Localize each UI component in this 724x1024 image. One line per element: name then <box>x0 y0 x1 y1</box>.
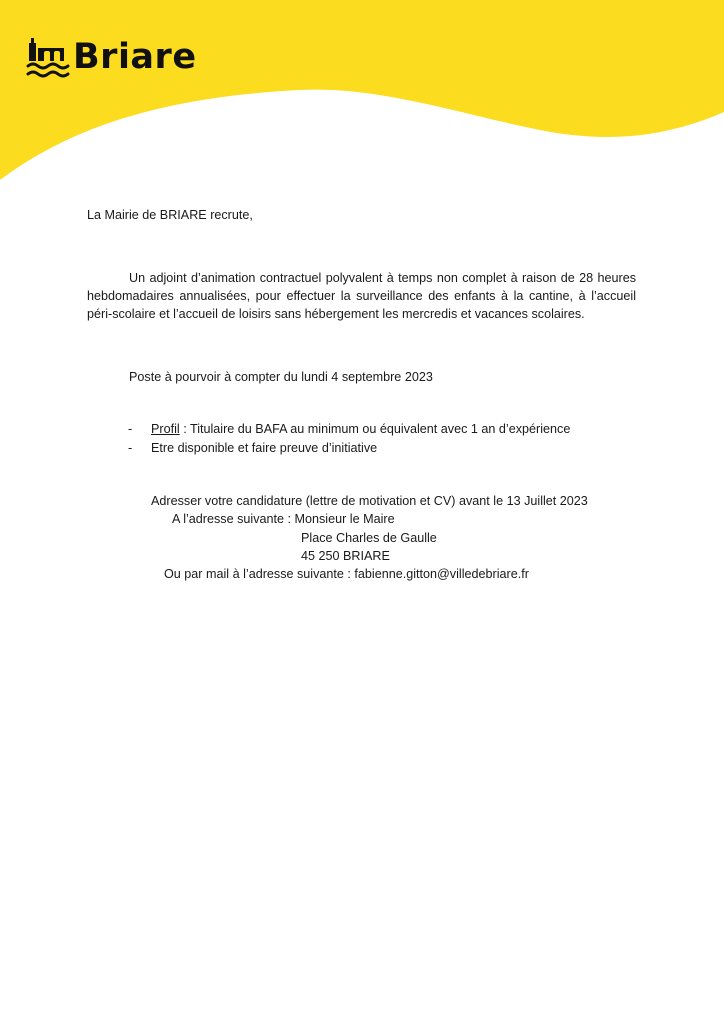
start-date: Poste à pourvoir à compter du lundi 4 septembre 2023 <box>129 370 433 384</box>
address-city: 45 250 BRIARE <box>301 549 390 563</box>
list-item <box>128 420 570 439</box>
address-street: Place Charles de Gaulle <box>301 531 437 545</box>
brand-name: Briare <box>73 37 197 77</box>
briare-logo-icon <box>26 34 70 80</box>
email-line: Ou par mail à l’adresse suivante : fabienne.gitton@villedebriare.fr <box>164 567 529 581</box>
greeting: La Mairie de BRIARE recrute, <box>87 208 253 222</box>
application-deadline: Adresser votre candidature (lettre de motivation et CV) avant le 13 Juillet 2023 <box>151 494 588 508</box>
requirements-list <box>128 420 570 458</box>
briare-logo <box>26 34 216 84</box>
bullet-dash: - <box>128 422 133 436</box>
profile-label: Profil <box>151 422 180 436</box>
address-intro: A l’adresse suivante : Monsieur le Maire <box>172 512 395 526</box>
job-description: Un adjoint d’animation contractuel polyvalent à temps non complet à raison de 28 heures hebdomadaires annualisées, pour effectuer la surveillance des enfants à la cantine, à l’accueil péri-scolaire et l’accueil de loisirs sans hébergement les mercredis et vacances scolaires. <box>87 271 636 321</box>
list-item <box>128 439 570 458</box>
yellow-wave-shape <box>0 0 724 180</box>
profile-text: : Titulaire du BAFA au minimum ou équivalent avec 1 an d’expérience <box>179 422 571 436</box>
availability-text: Etre disponible et faire preuve d’initiative <box>151 441 378 455</box>
bullet-dash: - <box>128 441 133 455</box>
header-yellow-wave <box>0 0 724 190</box>
